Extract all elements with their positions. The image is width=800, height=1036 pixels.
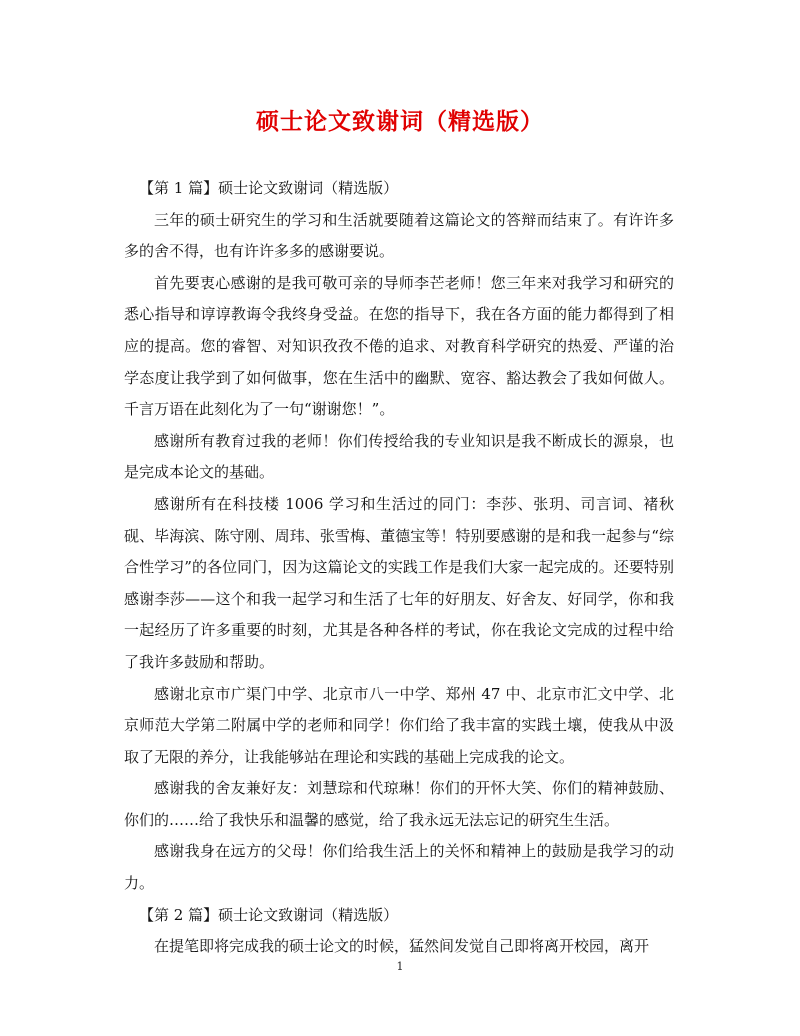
section-1-paragraph-2: 首先要衷心感谢的是我可敬可亲的导师李芒老师！您三年来对我学习和研究的悉心指导和谆谆教诲令我终身受益。在您的指导下，我在各方面的能力都得到了相应的提高。您的睿智、对知识孜孜不倦的追求、对教育科学研究的热爱、严谨的治学态度让我学到了如何做事，您在生活中的幽默、宽容、豁达教会了我如何做人。千言万语在此刻化为了一句“谢谢您！”。 — [124, 273, 674, 419]
section-1-paragraph-4: 感谢所有在科技楼 1006 学习和生活过的同门：李莎、张玥、司言词、褚秋砚、毕海滨、陈守刚、周玮、张雪梅、董德宝等！特别要感谢的是和我一起参与“综合性学习”的各位同门，因为这篇论文的实践工作是我们大家一起完成的。还要特别感谢李莎——这个和我一起学习和生活了七年的好朋友、好舍友、好同学，你和我一起经历了许多重要的时刻，尤其是各种各样的考试，你在我论文完成的过程中给了我许多鼓励和帮助。 — [124, 494, 674, 671]
section-2-paragraph-1: 在提笔即将完成我的硕士论文的时候，猛然间发觉自己即将离开校园，离开 — [154, 937, 650, 956]
page-number: 1 — [396, 960, 404, 973]
section-1-heading: 【第 1 篇】硕士论文致谢词（精选版） — [139, 179, 399, 197]
document-title: 硕士论文致谢词（精选版） — [256, 108, 544, 135]
section-1-paragraph-1: 三年的硕士研究生的学习和生活就要随着这篇论文的答辩而结束了。有许许多多的舍不得，也有许许多多的感谢要说。 — [124, 210, 674, 261]
section-1-paragraph-5: 感谢北京市广渠门中学、北京市八一中学、郑州 47 中、北京市汇文中学、北京师范大学第二附属中学的老师和同学！你们给了我丰富的实践土壤，使我从中汲取了无限的养分，让我能够站在理论和实践的基础上完成我的论文。 — [124, 684, 674, 766]
document-body — [124, 173, 674, 963]
section-1-paragraph-3: 感谢所有教育过我的老师！你们传授给我的专业知识是我不断成长的源泉，也是完成本论文的基础。 — [124, 431, 674, 482]
section-2-heading: 【第 2 篇】硕士论文致谢词（精选版） — [139, 905, 399, 924]
section-1-paragraph-6: 感谢我的舍友兼好友：刘慧琮和代琼琳！你们的开怀大笑、你们的精神鼓励、你们的……给了我快乐和温馨的感觉，给了我永远无法忘记的研究生生活。 — [124, 779, 674, 829]
section-1-paragraph-7: 感谢我身在远方的父母！你们给我生活上的关怀和精神上的鼓励是我学习的动力。 — [124, 842, 674, 893]
